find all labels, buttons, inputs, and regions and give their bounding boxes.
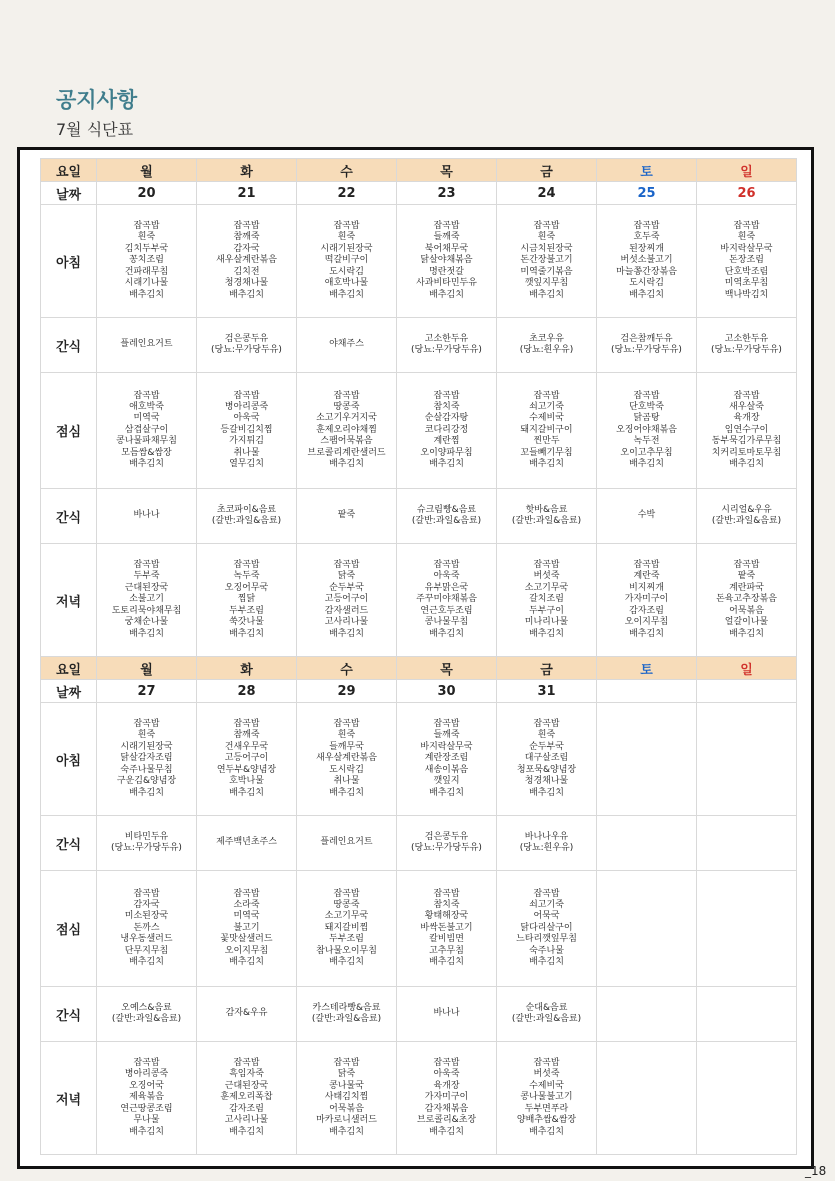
- menu-cell: 잡곡밥 아욱죽 육개장 가자미구이 감자채볶음 브로콜리&초장 배추김치: [397, 1042, 497, 1155]
- menu-cell: 핫바&음료 (갈반:과일&음료): [497, 489, 597, 544]
- menu-cell: 잡곡밥 참깨죽 감자국 새우살계란볶음 김치전 청경채나물 배추김치: [197, 205, 297, 318]
- lunch-row: [41, 373, 797, 489]
- menu-cell: 잡곡밥 흑임자죽 근대된장국 훈제오리폭찹 감자조림 고사리나물 배추김치: [197, 1042, 297, 1155]
- menu-frame: [17, 147, 814, 1169]
- weekday-cell: 금: [497, 657, 597, 680]
- page-heading: 공지사항: [56, 88, 138, 112]
- weekday-header-row: [41, 159, 797, 182]
- menu-cell: 순대&음료 (갈반:과일&음료): [497, 987, 597, 1042]
- menu-cell: 잡곡밥 흰죽 바지락살무국 돈장조림 단호박조림 미역초무침 백나박김치: [697, 205, 797, 318]
- menu-cell: 잡곡밥 들깨죽 바지락살무국 계란장조림 새송이볶음 깻잎지 배추김치: [397, 703, 497, 816]
- weekday-cell: 금: [497, 159, 597, 182]
- menu-cell: [597, 871, 697, 987]
- snack1-label: 간식: [41, 816, 97, 871]
- date-cell: 26: [697, 182, 797, 205]
- weekday-cell: 토: [597, 159, 697, 182]
- snack2-row: [41, 489, 797, 544]
- day-label: 요일: [41, 657, 97, 680]
- date-cell: 24: [497, 182, 597, 205]
- menu-cell: 시리얼&우유 (갈반:과일&음료): [697, 489, 797, 544]
- menu-cell: 제주백년초주스: [197, 816, 297, 871]
- weekday-cell: 수: [297, 657, 397, 680]
- date-cell: 23: [397, 182, 497, 205]
- menu-cell: 잡곡밥 땅콩죽 소고기무국 돼지갈비찜 두부조림 참나물오이무침 배추김치: [297, 871, 397, 987]
- date-cell: 28: [197, 680, 297, 703]
- menu-cell: 잡곡밥 흰죽 시래기된장국 떡갈비구이 도시락김 애호박나물 배추김치: [297, 205, 397, 318]
- menu-cell: [697, 703, 797, 816]
- dinner-row: [41, 544, 797, 657]
- menu-cell: 바나나우유 (당뇨:흰우유): [497, 816, 597, 871]
- dinner-label: 저녁: [41, 544, 97, 657]
- menu-cell: 카스테라빵&음료 (갈반:과일&음료): [297, 987, 397, 1042]
- menu-cell: 플레인요거트: [297, 816, 397, 871]
- menu-cell: 잡곡밥 감자국 미소된장국 돈까스 냉우동샐러드 단무지무침 배추김치: [97, 871, 197, 987]
- menu-cell: 잡곡밥 아욱죽 유부맑은국 주꾸미야채볶음 연근호두조림 콩나물무침 배추김치: [397, 544, 497, 657]
- date-cell: 31: [497, 680, 597, 703]
- snack2-row: [41, 987, 797, 1042]
- menu-cell: [697, 871, 797, 987]
- date-label: 날짜: [41, 182, 97, 205]
- weekday-cell: 월: [97, 159, 197, 182]
- menu-cell: 검은콩두유 (당뇨:무가당두유): [397, 816, 497, 871]
- menu-cell: 잡곡밥 단호박죽 닭곰탕 오징어야채볶음 녹두전 오이고추무침 배추김치: [597, 373, 697, 489]
- menu-cell: 고소한두유 (당뇨:무가당두유): [697, 318, 797, 373]
- date-row: [41, 680, 797, 703]
- menu-cell: 잡곡밥 흰죽 시금치된장국 돈간장불고기 미역줄기볶음 깻잎지무침 배추김치: [497, 205, 597, 318]
- menu-cell: 잡곡밥 흰죽 들깨무국 새우살계란볶음 도시락김 취나물 배추김치: [297, 703, 397, 816]
- menu-cell: 잡곡밥 녹두죽 오징어무국 찜닭 두부조림 쑥갓나물 배추김치: [197, 544, 297, 657]
- menu-cell: [597, 816, 697, 871]
- snack1-row: [41, 816, 797, 871]
- menu-cell: 초코우유 (당뇨:흰우유): [497, 318, 597, 373]
- menu-cell: 잡곡밥 땅콩죽 소고기우거지국 훈제오리야채찜 스팸어묵볶음 브로콜리계란샐러드 배추김치: [297, 373, 397, 489]
- menu-cell: 바나나: [97, 489, 197, 544]
- weekday-cell: 토: [597, 657, 697, 680]
- menu-cell: [697, 1042, 797, 1155]
- menu-cell: 잡곡밥 닭죽 순두부국 고등어구이 감자샐러드 고사리나물 배추김치: [297, 544, 397, 657]
- menu-cell: 잡곡밥 계란죽 비지찌개 가자미구이 감자조림 오이지무침 배추김치: [597, 544, 697, 657]
- lunch-label: 점심: [41, 871, 97, 987]
- weekday-cell: 수: [297, 159, 397, 182]
- menu-cell: 수박: [597, 489, 697, 544]
- menu-cell: 플레인요거트: [97, 318, 197, 373]
- weekday-cell: 일: [697, 159, 797, 182]
- breakfast-label: 아침: [41, 703, 97, 816]
- menu-cell: 잡곡밥 팥죽 계란파국 돈육고추장볶음 어묵볶음 얼갈이나물 배추김치: [697, 544, 797, 657]
- date-cell: 29: [297, 680, 397, 703]
- lunch-label: 점심: [41, 373, 97, 489]
- snack1-row: [41, 318, 797, 373]
- menu-cell: 잡곡밥 소라죽 미역국 불고기 꽃맛살샐러드 오이지무침 배추김치: [197, 871, 297, 987]
- date-cell: 21: [197, 182, 297, 205]
- menu-cell: 잡곡밥 버섯죽 소고기무국 갈치조림 두부구이 미나리나물 배추김치: [497, 544, 597, 657]
- menu-cell: 잡곡밥 흰죽 시래기된장국 닭살감자조림 숙주나물무침 구운김&양념장 배추김치: [97, 703, 197, 816]
- dinner-label: 저녁: [41, 1042, 97, 1155]
- date-cell: [697, 680, 797, 703]
- menu-cell: [597, 1042, 697, 1155]
- menu-cell: [697, 987, 797, 1042]
- menu-cell: 감자&우유: [197, 987, 297, 1042]
- date-cell: 22: [297, 182, 397, 205]
- breakfast-row: [41, 703, 797, 816]
- menu-cell: 비타민두유 (당뇨:무가당두유): [97, 816, 197, 871]
- menu-cell: 고소한두유 (당뇨:무가당두유): [397, 318, 497, 373]
- menu-cell: 잡곡밥 참치죽 황태해장국 바싹돈불고기 칼비빔면 고추무침 배추김치: [397, 871, 497, 987]
- menu-cell: 팥죽: [297, 489, 397, 544]
- date-cell: 30: [397, 680, 497, 703]
- menu-cell: [597, 703, 697, 816]
- menu-cell: 잡곡밥 병아리콩죽 오징어국 제육볶음 연근땅콩조림 무나물 배추김치: [97, 1042, 197, 1155]
- date-label: 날짜: [41, 680, 97, 703]
- menu-cell: 잡곡밥 두부죽 근대된장국 소불고기 도토리묵야채무침 궁채순나물 배추김치: [97, 544, 197, 657]
- date-cell: 27: [97, 680, 197, 703]
- menu-cell: 잡곡밥 닭죽 콩나물국 사태김치찜 어묵볶음 마카로니샐러드 배추김치: [297, 1042, 397, 1155]
- date-cell: 25: [597, 182, 697, 205]
- menu-cell: [697, 816, 797, 871]
- weekday-cell: 월: [97, 657, 197, 680]
- page-number: _18: [805, 1164, 827, 1178]
- dinner-row: [41, 1042, 797, 1155]
- menu-cell: 잡곡밥 참깨죽 건새우무국 고등어구이 연두부&양념장 호박나물 배추김치: [197, 703, 297, 816]
- date-row: [41, 182, 797, 205]
- menu-cell: 잡곡밥 쇠고기죽 수제비국 돼지갈비구이 찐만두 꼬들빼기무침 배추김치: [497, 373, 597, 489]
- snack2-label: 간식: [41, 489, 97, 544]
- weekday-cell: 화: [197, 159, 297, 182]
- menu-cell: 잡곡밥 버섯죽 수제비국 콩나물불고기 두부면푸라 양배추쌈&쌈장 배추김치: [497, 1042, 597, 1155]
- menu-cell: 검은콩두유 (당뇨:무가당두유): [197, 318, 297, 373]
- date-cell: 20: [97, 182, 197, 205]
- weekday-cell: 목: [397, 657, 497, 680]
- menu-cell: 잡곡밥 병아리콩죽 아욱국 등갈비김치찜 가지튀김 취나물 열무김치: [197, 373, 297, 489]
- day-label: 요일: [41, 159, 97, 182]
- menu-cell: 잡곡밥 애호박죽 미역국 삼겹살구이 콩나물파채무침 모듬쌈&쌈장 배추김치: [97, 373, 197, 489]
- menu-cell: 오예스&음료 (갈반:과일&음료): [97, 987, 197, 1042]
- weekday-cell: 일: [697, 657, 797, 680]
- menu-cell: 잡곡밥 새우살죽 육개장 임연수구이 동부묵김가루무침 치커리토마토무침 배추김치: [697, 373, 797, 489]
- snack1-label: 간식: [41, 318, 97, 373]
- menu-cell: 잡곡밥 흰죽 김치두부국 꽁치조림 건파래무침 시래기나물 배추김치: [97, 205, 197, 318]
- menu-cell: 잡곡밥 흰죽 순두부국 대구살조림 청포묵&양념장 청경채나물 배추김치: [497, 703, 597, 816]
- menu-cell: 잡곡밥 쇠고기죽 어묵국 닭다리살구이 느타리깻잎무침 숙주나물 배추김치: [497, 871, 597, 987]
- menu-cell: 바나나: [397, 987, 497, 1042]
- weekday-cell: 목: [397, 159, 497, 182]
- lunch-row: [41, 871, 797, 987]
- menu-table: [40, 158, 797, 1155]
- menu-cell: 슈크림빵&음료 (갈반:과일&음료): [397, 489, 497, 544]
- menu-cell: 잡곡밥 참치죽 순살감자탕 코다리강정 계란찜 오이양파무침 배추김치: [397, 373, 497, 489]
- weekday-cell: 화: [197, 657, 297, 680]
- menu-cell: 초코파이&음료 (갈반:과일&음료): [197, 489, 297, 544]
- menu-cell: 야채주스: [297, 318, 397, 373]
- date-cell: [597, 680, 697, 703]
- menu-cell: 잡곡밥 호두죽 된장찌개 버섯소불고기 마늘쫑간장볶음 도시락김 배추김치: [597, 205, 697, 318]
- weekday-header-row: [41, 657, 797, 680]
- breakfast-row: [41, 205, 797, 318]
- page-subtitle: 7월 식단표: [56, 120, 134, 139]
- menu-cell: 잡곡밥 들깨죽 북어채무국 닭살야채볶음 명란젓갈 사과비타민두유 배추김치: [397, 205, 497, 318]
- snack2-label: 간식: [41, 987, 97, 1042]
- breakfast-label: 아침: [41, 205, 97, 318]
- menu-cell: [597, 987, 697, 1042]
- menu-cell: 검은참깨두유 (당뇨:무가당두유): [597, 318, 697, 373]
